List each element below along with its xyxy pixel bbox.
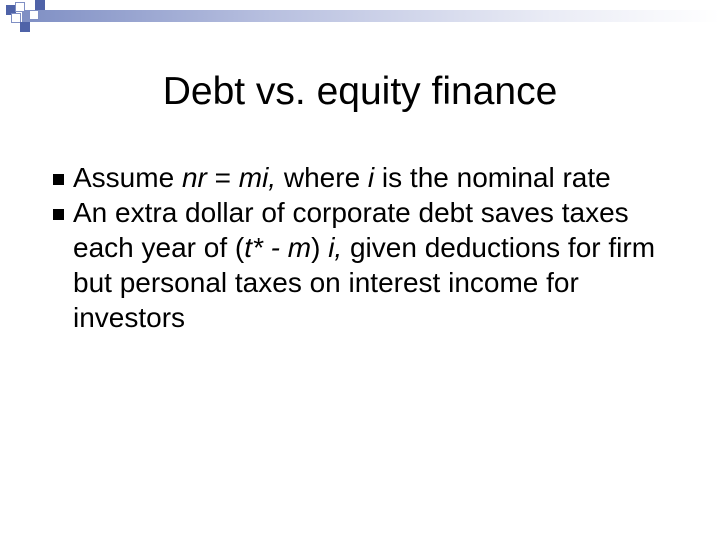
text-run: is the nominal rate (374, 162, 611, 193)
text-run: Assume (73, 162, 182, 193)
text-run: where (276, 162, 368, 193)
bullet-item (54, 195, 674, 335)
text-run: given deductions for firm but personal taxes on interest income for investors (73, 232, 656, 333)
bullet-text (73, 197, 655, 333)
decor-square-icon (29, 10, 39, 20)
text-run: = (206, 162, 239, 193)
italic-term: i (367, 162, 375, 193)
italic-term: mi, (238, 162, 277, 193)
bullet-list (54, 160, 674, 335)
text-run: ) (311, 232, 329, 263)
square-bullet-icon (53, 174, 64, 185)
decor-square-icon (20, 22, 30, 32)
bullet-item (54, 160, 674, 195)
header-gradient-bar (22, 10, 720, 22)
square-bullet-icon (53, 209, 64, 220)
italic-term: nr (181, 162, 207, 193)
italic-term: t* - m (244, 232, 312, 263)
text-run: An extra dollar of corporate debt saves taxes each year of ( (73, 197, 629, 263)
decor-square-icon (35, 0, 45, 10)
header-decoration (0, 0, 720, 30)
decor-square-icon (15, 2, 25, 12)
italic-term: i, (328, 232, 343, 263)
bullet-text (73, 162, 611, 193)
slide-title: Debt vs. equity finance (162, 70, 558, 113)
